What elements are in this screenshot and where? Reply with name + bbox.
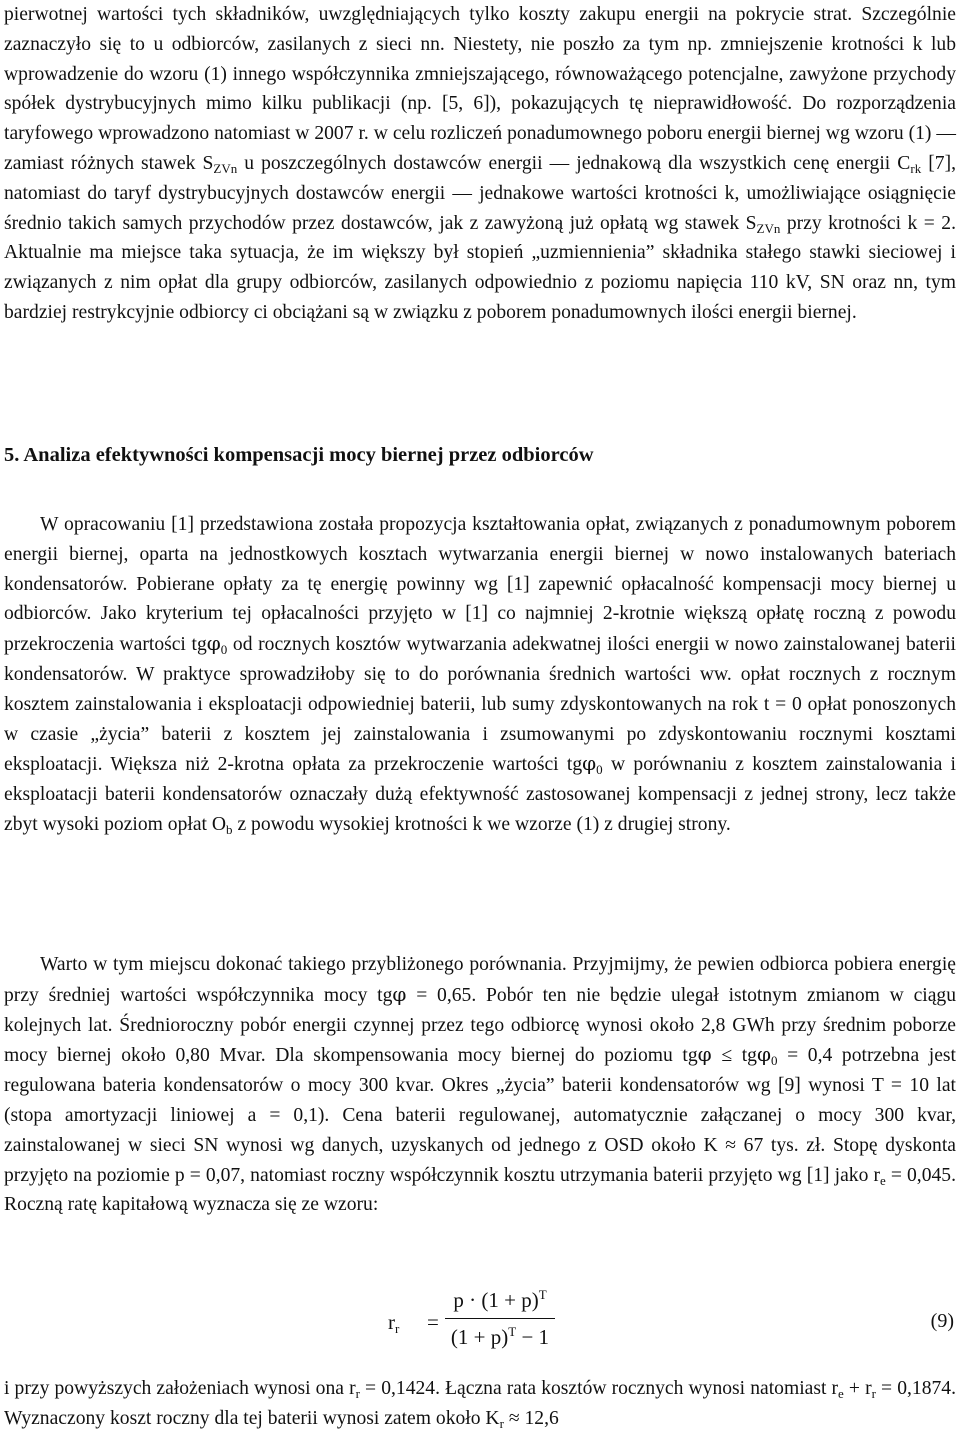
paragraph-tariff-history [0,0,960,328]
formula-fraction [445,1284,555,1353]
fraction-bar [445,1318,555,1319]
phi-symbol: φ [206,631,221,656]
subscript: 0 [596,762,603,778]
text-segment: Warto w tym miejscu dokonać takiego przybliżonego porównania. Przyjmijmy, że pewien odbiorca pobiera energię przy średniej wartości współczynnika mocy tg [4,954,956,1006]
text-segment: od rocznych kosztów wytwarzania adekwatnej ilości energii w nowo zainstalowanej baterii kondensatorów. W praktyce sprowadziłoby się to do porównania średnich wartości ww. opłat rocznych z rocznym kosztem zainstalowania i eksploatacji odpowiedniej baterii, lub sumy zdyskontowanych na rok t = 0 opłat ponoszonych w czasie „życia” baterii z kosztem jej zainstalowania i zsumowanymi po zdyskontowaniu rocznymi kosztami eksploatacji. Większa niż 2-krotna opłata za przekroczenie wartości tg [4,634,956,776]
formula-denominator-text: (1 + p) [450,1325,509,1349]
subscript: rk [910,160,922,176]
formula-numerator-text: p · (1 + p) [453,1288,539,1312]
formula-equals: = [427,1310,439,1334]
superscript: T [538,1287,547,1302]
text-segment: z powodu wysokiej krotności k we wzorze (1) z drugiej strony. [232,813,731,835]
paragraph-analysis-proposal [0,510,960,840]
text-segment: i przy powyższych założeniach wynosi ona r [4,1378,356,1399]
text-segment: w porównaniu z kosztem zainstalowania i eksploatacji baterii kondensatorów oznaczały dużą efektywność zastosowanej kompensacji z jednej strony, lecz także zbyt wysoki poziom opłat O [4,754,957,835]
subscript: r [355,1386,360,1401]
formula-lhs-symbol: r [388,1310,395,1334]
phi-symbol: φ [582,751,597,776]
text-segment: = 0,1424. Łączna rata kosztów rocznych wynosi natomiast r [359,1378,839,1399]
subscript: 0 [220,642,228,658]
text-segment: pierwotnej wartości tych składników, uwzględniających tylko koszty zakupu energii na pokrycie strat. Szczególnie zaznaczyło się to u odbiorców, zasilanych z sieci nn. Niestety, nie poszło za tym np. zmniejszenie krotności k lub wprowadzenie do wzoru (1) innego współczynnika zmniejszającego, równoważącego potencjalne, zawyżone przychody spółek dystrybucyjnych mimo kilku publikacji (np. [5, 6]), pokazujących tę nieprawidłowość. Do rozporządzenia taryfowego wprowadzono natomiast w 2007 r. w celu rozliczeń ponadumownego poboru energii biernej wg wzoru (1) — zamiast różnych stawek S [4,4,956,174]
subscript: b [226,821,233,837]
subscript: ZVn [213,160,238,176]
text-segment: [7], natomiast do taryf dystrybucyjnych dostawców energii — jednakowe wartości krotności k, umożliwiające osiągnięcie średnio takich samych przychodów przez dostawców, jak z zawyżoną już opłatą wg stawek S [4,152,957,234]
text-segment: = 0,65. Pobór ten nie będzie ulegał istotnym zmianom w ciągu kolejnych lat. Średnioroczny pobór energii czynnej przez tego odbiorcę wynosi około 2,8 GWh przy średnim poborze mocy biernej około 0,80 Mvar. Dla skompensowania mocy biernej do poziomu tg [4,984,957,1067]
subscript: r [871,1386,876,1401]
subscript: e [879,1172,886,1188]
formula-denominator [445,1321,555,1353]
subscript: 0 [770,1053,778,1069]
paragraph-cost-result [0,1374,960,1434]
subscript: ZVn [756,220,781,236]
paragraph-example-comparison [0,950,960,1220]
phi-symbol: φ [756,1042,771,1067]
text-segment: = 0,1874. Wyznaczony koszt roczny dla tej baterii wynosi zatem około K [4,1378,956,1429]
phi-symbol: φ [697,1042,712,1067]
subscript: r [499,1415,504,1431]
text-segment: = 0,4 potrzebna jest regulowana bateria kondensatorów o mocy 300 kvar. Okres „życia” baterii kondensatorów wg [9] wynosi T = 10 lat (stopa amortyzacji liniowej a = 0,1). Cena baterii regulowanej, automatycznie załączanej o mocy 300 kvar, zainstalowanej w sieci SN wynosi wg danych, uzyskanych od jednego z OSD około K ≈ 67 tys. zł. Stopę dyskonta przyjęto na poziomie p = 0,07, natomiast roczny współczynnik kosztu utrzymania baterii przyjęto wg [1] jako r [4,1045,957,1186]
equation-9 [0,1284,960,1374]
text-segment: ≤ tg [711,1045,757,1067]
section-heading: 5. Analiza efektywności kompensacji mocy biernej przez odbiorców [4,444,594,466]
equation-number: (9) [930,1310,954,1332]
text-segment: ≈ 12,6 [503,1407,559,1429]
subscript: r [395,1321,400,1336]
text-segment: przy krotności k = 2. Aktualnie ma miejsce taka sytuacja, że im większy był stopień „uzmiennienia” składnika stałego stawki sieciowej i związanych z nim opłat dla grupy odbiorców, zasilanych odpowiednio z poziomu napięcia 110 kV, SN oraz nn, tym bardziej restrykcyjnie odbiorcy ci obciążani są w związku z poborem ponadumownych ilości energii biernej. [4,212,957,323]
text-segment: = 0,045. Roczną ratę kapitałową wyznacza się ze wzoru: [4,1164,956,1216]
formula-numerator [445,1284,555,1316]
text-segment: u poszczególnych dostawców energii — jednakową dla wszystkich cenę energii C [237,152,911,174]
formula-lhs [388,1310,399,1335]
formula-denominator-tail: − 1 [516,1325,550,1349]
phi-symbol: φ [392,981,407,1006]
superscript: T [508,1324,517,1339]
text-segment: W opracowaniu [1] przedstawiona została propozycja kształtowania opłat, związanych z ponadumownym poborem energii biernej, oparta na jednostkowych kosztach wytwarzania energii biernej w nowo instalowanych bateriach kondensatorów. Pobierane opłaty za tę energię powinny wg [1] zapewnić opłacalność kompensacji mocy biernej u odbiorców. Jako kryterium tej opłacalności przyjęto w [1] co najmniej 2-krotnie większą opłatę roczną z powodu przekroczenia wartości tg [4,514,956,656]
subscript: e [838,1386,844,1401]
text-segment: + r [843,1378,872,1399]
